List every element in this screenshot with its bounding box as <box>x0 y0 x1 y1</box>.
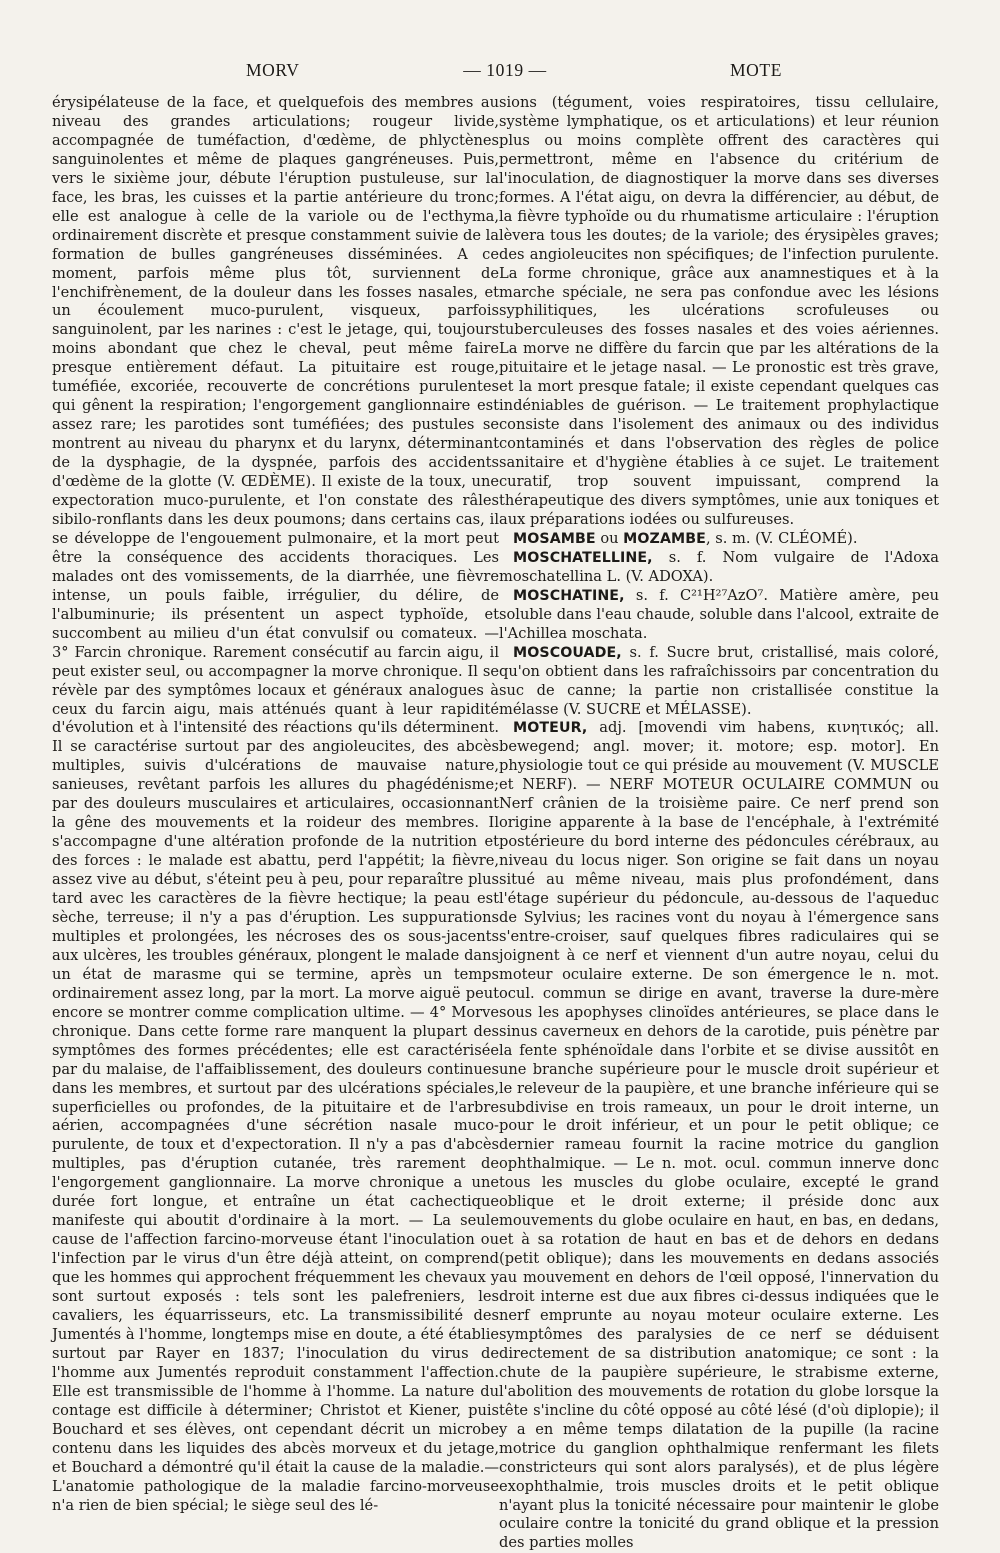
page-number: — 1019 — <box>463 60 547 80</box>
running-header <box>50 60 940 86</box>
entry-body: s. f. Nom vulgaire de l'Adoxa moschatellina L. (V. ADOXA). <box>499 548 939 585</box>
header-left-word: MORV <box>246 60 300 80</box>
entry-body: s. f. C²¹H²⁷AzO⁷. Matière amère, peu soluble dans l'eau chaude, soluble dans l'alcool, extraite de l'Achillea moschata. <box>499 586 939 642</box>
entry-body: , s. m. (V. CLÉOMÉ). <box>705 529 858 547</box>
entry-headword: MOSAMBE <box>513 530 596 547</box>
entry-connector: ou <box>595 529 624 547</box>
entry-headword: MOTEUR, <box>513 720 588 737</box>
morve-continuation-text: sions (tégument, voies respiratoires, tissu cellulaire, système lymphatique, os et articulations) et leur réunion plus ou moins complète offrent des caractères qui permettront, même en l'absence du critérium de l'inoculation, de diagnostiquer la morve dans ses diverses formes. A l'état aigu, on devra la différencier, au début, de la fièvre typhoïde ou du rhumatisme articulaire : l'éruption lèvera tous les doutes; de la variole; des érysipèles graves; des angioleucites non spécifiques; de l'infection purulente. La forme chronique, grâce aux anamnestiques et à la marche spéciale, ne sera pas confondue avec les lésions syphilitiques, les ulcérations scrofuleuses ou tuberculeuses des fosses nasales et des voies aériennes. La morve ne diffère du farcin que par les altérations de la pituitaire et le jetage nasal. — Le pronostic est très grave, et la mort presque fatale; il existe cependant quelques cas indéniables de guérison. — Le traitement prophylactique consiste dans l'isolement des animaux ou des individus contaminés et dans l'observation des règles de police sanitaire et d'hygiène établies à ce sujet. Le traitement curatif, trop souvent impuissant, comprend la thérapeutique des divers symptômes, unie aux toniques et aux préparations iodées ou sulfureuses. <box>499 94 939 528</box>
entry-body: adj. [movendi vim habens, κινητικός; all. bewegend; angl. mover; it. motore; esp. motor]. En physiologie tout ce qui préside au mouvement (V. MUSCLE et NERF). — NERF MOTEUR OCULAIRE COMMUN ou Nerf crânien de la troisième paire. Ce nerf prend son origine apparente à la base de l'encéphale, à l'extrémité postérieure du bord interne des pédoncules cérébraux, au niveau du locus niger. Son origine se fait dans un noyau situé au même niveau, mais plus profondément, dans l'étage supérieur du pédoncule, au-dessous de l'aqueduc de Sylvius; les racines vont du noyau à l'émergence sans s'entre-croiser, sauf quelques fibres radiculaires qui se joignent à ce nerf et viennent d'un autre noyau, celui du moteur oculaire externe. De son émergence le n. mot. ocul. commun se dirige en avant, traverse la dure-mère sous les apophyses clinoïdes antérieures, se place dans le sinus caverneux en dehors de la carotide, puis pénètre par la fente sphénoïdale dans l'orbite et se divise aussitôt en une branche supérieure pour le muscle droit supérieur et le releveur de la paupière, et une branche inférieure qui se subdivise en trois rameaux, un pour le droit interne, un pour le droit inférieur, et un pour le petit oblique; ce dernier rameau fournit la racine motrice du ganglion ophthalmique. — Le n. mot. ocul. commun innerve donc tous les muscles du globe oculaire, excepté le grand oblique et le droit externe; il préside donc aux mouvements du globe oculaire en haut, en bas, en dedans, et à sa rotation de haut en bas et de dehors en dedans (petit oblique); dans les mouvements en dedans associés au mouvement en dehors de l'œil opposé, l'innervation du droit interne est due aux fibres ci-dessus indiquées que le nerf emprunte au noyau moteur oculaire externe. Les symptômes des paralysies de ce nerf se déduisent directement de sa distribution anatomique; ce sont : la chute de la paupière supérieure, le strabisme externe, l'abolition des mouvements de rotation du globe lorsque la tête s'incline du côté opposé au côté lésé (d'où diplopie); il y a en même temps dilatation de la pupille (la racine motrice du ganglion ophthalmique renfermant les filets constricteurs qui sont alors paralysés), et de plus légère exophthalmie, trois muscles droits et le petit oblique n'ayant plus la tonicité nécessaire pour maintenir le globe oculaire contre la tonicité du grand oblique et la pression des parties molles <box>499 719 939 1552</box>
right-column <box>499 94 939 1552</box>
entry-moscouade <box>499 644 939 720</box>
entry-headword: MOZAMBE <box>623 530 706 547</box>
entry-headword: MOSCHATELLINE, <box>513 549 653 566</box>
left-column-text: érysipélateuse de la face, et quelquefois des membres au niveau des grandes articulations; rougeur livide, accompagnée de tuméfaction, d'œdème, de phlyctènes sanguinolentes et même de plaques gangréneuses. Puis, vers le sixième jour, débute l'éruption pustuleuse, sur la face, les bras, les cuisses et la partie antérieure du tronc; elle est analogue à celle de la variole ou de l'ecthyma, ordinairement discrète et presque constamment suivie de la formation de bulles gangréneuses disséminées. A ce moment, parfois même plus tôt, surviennent de l'enchifrènement, de la douleur dans les fosses nasales, et un écoulement muco-purulent, visqueux, parfois sanguinolent, par les narines : c'est le jetage, qui, toujours moins abondant que chez le cheval, peut même faire presque entièrement défaut. La pituitaire est rouge, tuméfiée, excoriée, recouverte de concrétions purulentes qui gênent la respiration; l'engorgement ganglionnaire est assez rare; les parotides sont tuméfiées; des pustules se montrent au niveau du pharynx et du larynx, déterminant de la dysphagie, de la dyspnée, parfois des accidents d'œdème de la glotte (V. ŒDÈME). Il existe de la toux, une expectoration muco-purulente, et l'on constate des râles sibilo-ronflants dans les deux poumons; dans certains cas, il se développe de l'engouement pulmonaire, et la mort peut être la conséquence des accidents thoraciques. Les malades ont des vomissements, de la diarrhée, une fièvre intense, un pouls faible, irrégulier, du délire, de l'albuminurie; ils présentent un aspect typhoïde, et succombent au milieu d'un état convulsif ou comateux. — 3° Farcin chronique. Rarement consécutif au farcin aigu, il peut exister seul, ou accompagner la morve chronique. Il se révèle par des symptômes locaux et généraux analogues à ceux du farcin aigu, mais atténués quant à leur rapidité d'évolution et à l'intensité des réactions qu'ils déterminent. Il se caractérise surtout par des angioleucites, des abcès multiples, suivis d'ulcérations de mauvaise nature, sanieuses, revêtant parfois les allures du phagédénisme; par des douleurs musculaires et articulaires, occasionnant la gêne des mouvements et la roideur des membres. Il s'accompagne d'une altération profonde de la nutrition et des forces : le malade est abattu, perd l'appétit; la fièvre, assez vive au début, s'éteint peu à peu, pour reparaître plus tard avec les caractères de la fièvre hectique; la peau est sèche, terreuse; il n'y a pas d'éruption. Les suppurations multiples et prolongées, les nécroses des os sous-jacents aux ulcères, les troubles généraux, plongent le malade dans un état de marasme qui se termine, après un temps ordinairement assez long, par la mort. La morve aiguë peut encore se montrer comme complication ultime. — 4° Morve chronique. Dans cette forme rare manquent la plupart des symptômes des formes précédentes; elle est caractérisée par du malaise, de l'affaiblissement, des douleurs continues dans les membres, et surtout par des ulcérations spéciales, superficielles ou profondes, de la pituitaire et de l'arbre aérien, accompagnées d'une sécrétion nasale muco-purulente, de toux et d'expectoration. Il n'y a pas d'abcès multiples, pas d'éruption cutanée, très rarement de l'engorgement ganglionnaire. La morve chronique a une durée fort longue, et entraîne un état cachectique manifeste qui aboutit d'ordinaire à la mort. — La seule cause de l'affection farcino-morveuse étant l'inoculation ou l'infection par le virus d'un être déjà atteint, on comprend que les hommes qui approchent fréquemment les chevaux y sont surtout exposés : tels sont les palefreniers, les cavaliers, les équarrisseurs, etc. La transmissibilité des Jumentés à l'homme, longtemps mise en doute, a été établie surtout par Rayer en 1837; l'inoculation du virus de l'homme aux Jumentés reproduit constamment l'affection. Elle est transmissible de l'homme à l'homme. La nature du contage est difficile à déterminer; Christot et Kiener, puis Bouchard et ses élèves, ont cependant décrit un microbe contenu dans les liquides des abcès morveux et du jetage, et Bouchard a démontré qu'il était la cause de la maladie.— L'anatomie pathologique de la maladie farcino-morveuse n'a rien de bien spécial; le siège seul des lé- <box>52 94 499 1514</box>
entry-headword: MOSCOUADE, <box>513 644 622 661</box>
entry-body: s. f. Sucre brut, cristallisé, mais coloré, qu'on obtient dans les rafraîchissoirs par concentration du suc de canne; la partie non cristallisée constitue la mélasse (V. SUCRE et MÉLASSE). <box>499 643 939 718</box>
entry-moschatine <box>499 587 939 644</box>
left-column <box>52 94 499 1514</box>
header-right-word: MOTE <box>730 60 782 80</box>
entry-headword: MOSCHATINE, <box>513 587 625 604</box>
entry-moschatelline <box>499 549 939 587</box>
entry-mosambe <box>499 530 939 549</box>
entry-moteur <box>499 719 939 1553</box>
